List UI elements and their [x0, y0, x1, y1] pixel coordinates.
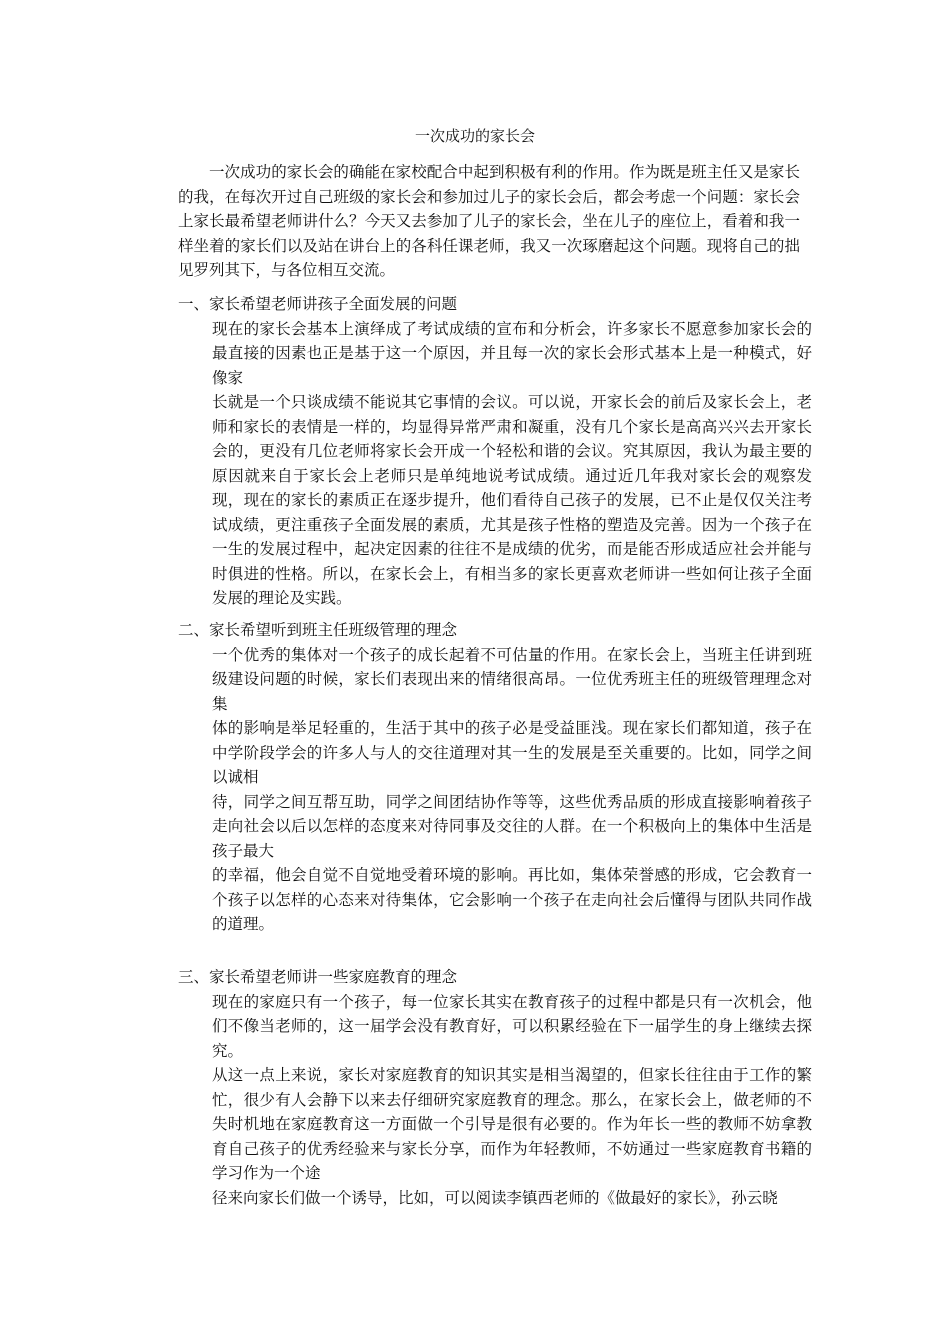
section-3-paragraph: 径来向家长们做一个诱导，比如，可以阅读李镇西老师的《做最好的家长》，孙云晓	[212, 1188, 778, 1207]
section-2	[178, 618, 818, 937]
section-1-heading: 一、家长希望老师讲孩子全面发展的问题	[178, 295, 458, 313]
section-2-paragraph: 待，同学之间互帮互助，同学之间团结协作等等，这些优秀品质的形成直接影响着孩子走向社会以后以怎样的态度来对待同事及交往的人群。在一个积极向上的集体中生活是孩子最大	[212, 792, 812, 860]
document-title: 一次成功的家长会	[414, 127, 535, 145]
section-2-paragraph: 体的影响是举足轻重的，生活于其中的孩子必是受益匪浅。现在家长们都知道，孩子在中学阶段学会的许多人与人的交往道理对其一生的发展是至关重要的。比如，同学之间以诚相	[212, 719, 812, 786]
section-3-body	[178, 990, 818, 1211]
section-3-paragraph: 从这一点上来说，家长对家庭教育的知识其实是相当渴望的，但家长往往由于工作的繁忙，很少有人会静下以来去仔细研究家庭教育的理念。那么，在家长会上，做老师的不失时机地在家庭教育这一方面做一个引导是很有必要的。作为年长一些的教师不妨拿教育自己孩子的优秀经验来与家长分享，而作为年轻教师，不妨通过一些家庭教育书籍的学习作为一个途	[212, 1066, 812, 1182]
section-1-paragraph: 长就是一个只谈成绩不能说其它事情的会议。可以说，开家长会的前后及家长会上，老师和家长的表情是一样的，均显得异常严肃和凝重，没有几个家长是高高兴兴去开家长会的，更没有几位老师将家长会开成一个轻松和谐的会议。究其原因，我认为最主要的原因就来自于家长会上老师只是单纯地说考试成绩。通过近几年我对家长会的观察发现，现在的家长的素质正在逐步提升，他们看待自己孩子的发展，已不止是仅仅关注考试成绩，更注重孩子全面发展的素质，尤其是孩子性格的塑造及完善。因为一个孩子在一生的发展过程中，起决定因素的往往不是成绩的优劣，而是能否形成适应社会并能与时俱进的性格。所以，在家长会上，有相当多的家长更喜欢老师讲一些如何让孩子全面发展的理论及实践。	[212, 393, 812, 607]
section-1-paragraph: 现在的家长会基本上演绎成了考试成绩的宣布和分析会，许多家长不愿意参加家长会的最直接的因素也正是基于这一个原因，并且每一次的家长会形式基本上是一种模式，好像家	[212, 319, 812, 387]
section-2-paragraph: 的幸福，他会自觉不自觉地受着环境的影响。再比如，集体荣誉感的形成，它会教育一个孩子以怎样的心态来对待集体，它会影响一个孩子在走向社会后懂得与团队共同作战的道理。	[212, 866, 812, 933]
section-3-paragraph: 现在的家庭只有一个孩子，每一位家长其实在教育孩子的过程中都是只有一次机会，他们不像当老师的，这一届学会没有教育好，可以积累经验在下一届学生的身上继续去探究。	[212, 992, 812, 1060]
intro-paragraph: 一次成功的家长会的确能在家校配合中起到积极有利的作用。作为既是班主任又是家长的我，在每次开过自己班级的家长会和参加过儿子的家长会后，都会考虑一个问题：家长会上家长最希望老师讲什么？今天又去参加了儿子的家长会，坐在儿子的座位上，看着和我一样坐着的家长们以及站在讲台上的各科任课老师，我又一次琢磨起这个问题。现将自己的拙见罗列其下，与各位相互交流。	[178, 163, 800, 279]
section-1-body	[178, 317, 818, 611]
section-1	[178, 292, 818, 611]
section-2-heading: 二、家长希望听到班主任班级管理的理念	[178, 621, 458, 639]
section-3	[178, 965, 818, 1210]
section-2-body	[178, 643, 818, 937]
section-3-heading: 三、家长希望老师讲一些家庭教育的理念	[178, 968, 458, 986]
section-2-paragraph: 一个优秀的集体对一个孩子的成长起着不可估量的作用。在家长会上，当班主任讲到班级建设问题的时候，家长们表现出来的情绪很高昂。一位优秀班主任的班级管理理念对集	[212, 645, 812, 713]
